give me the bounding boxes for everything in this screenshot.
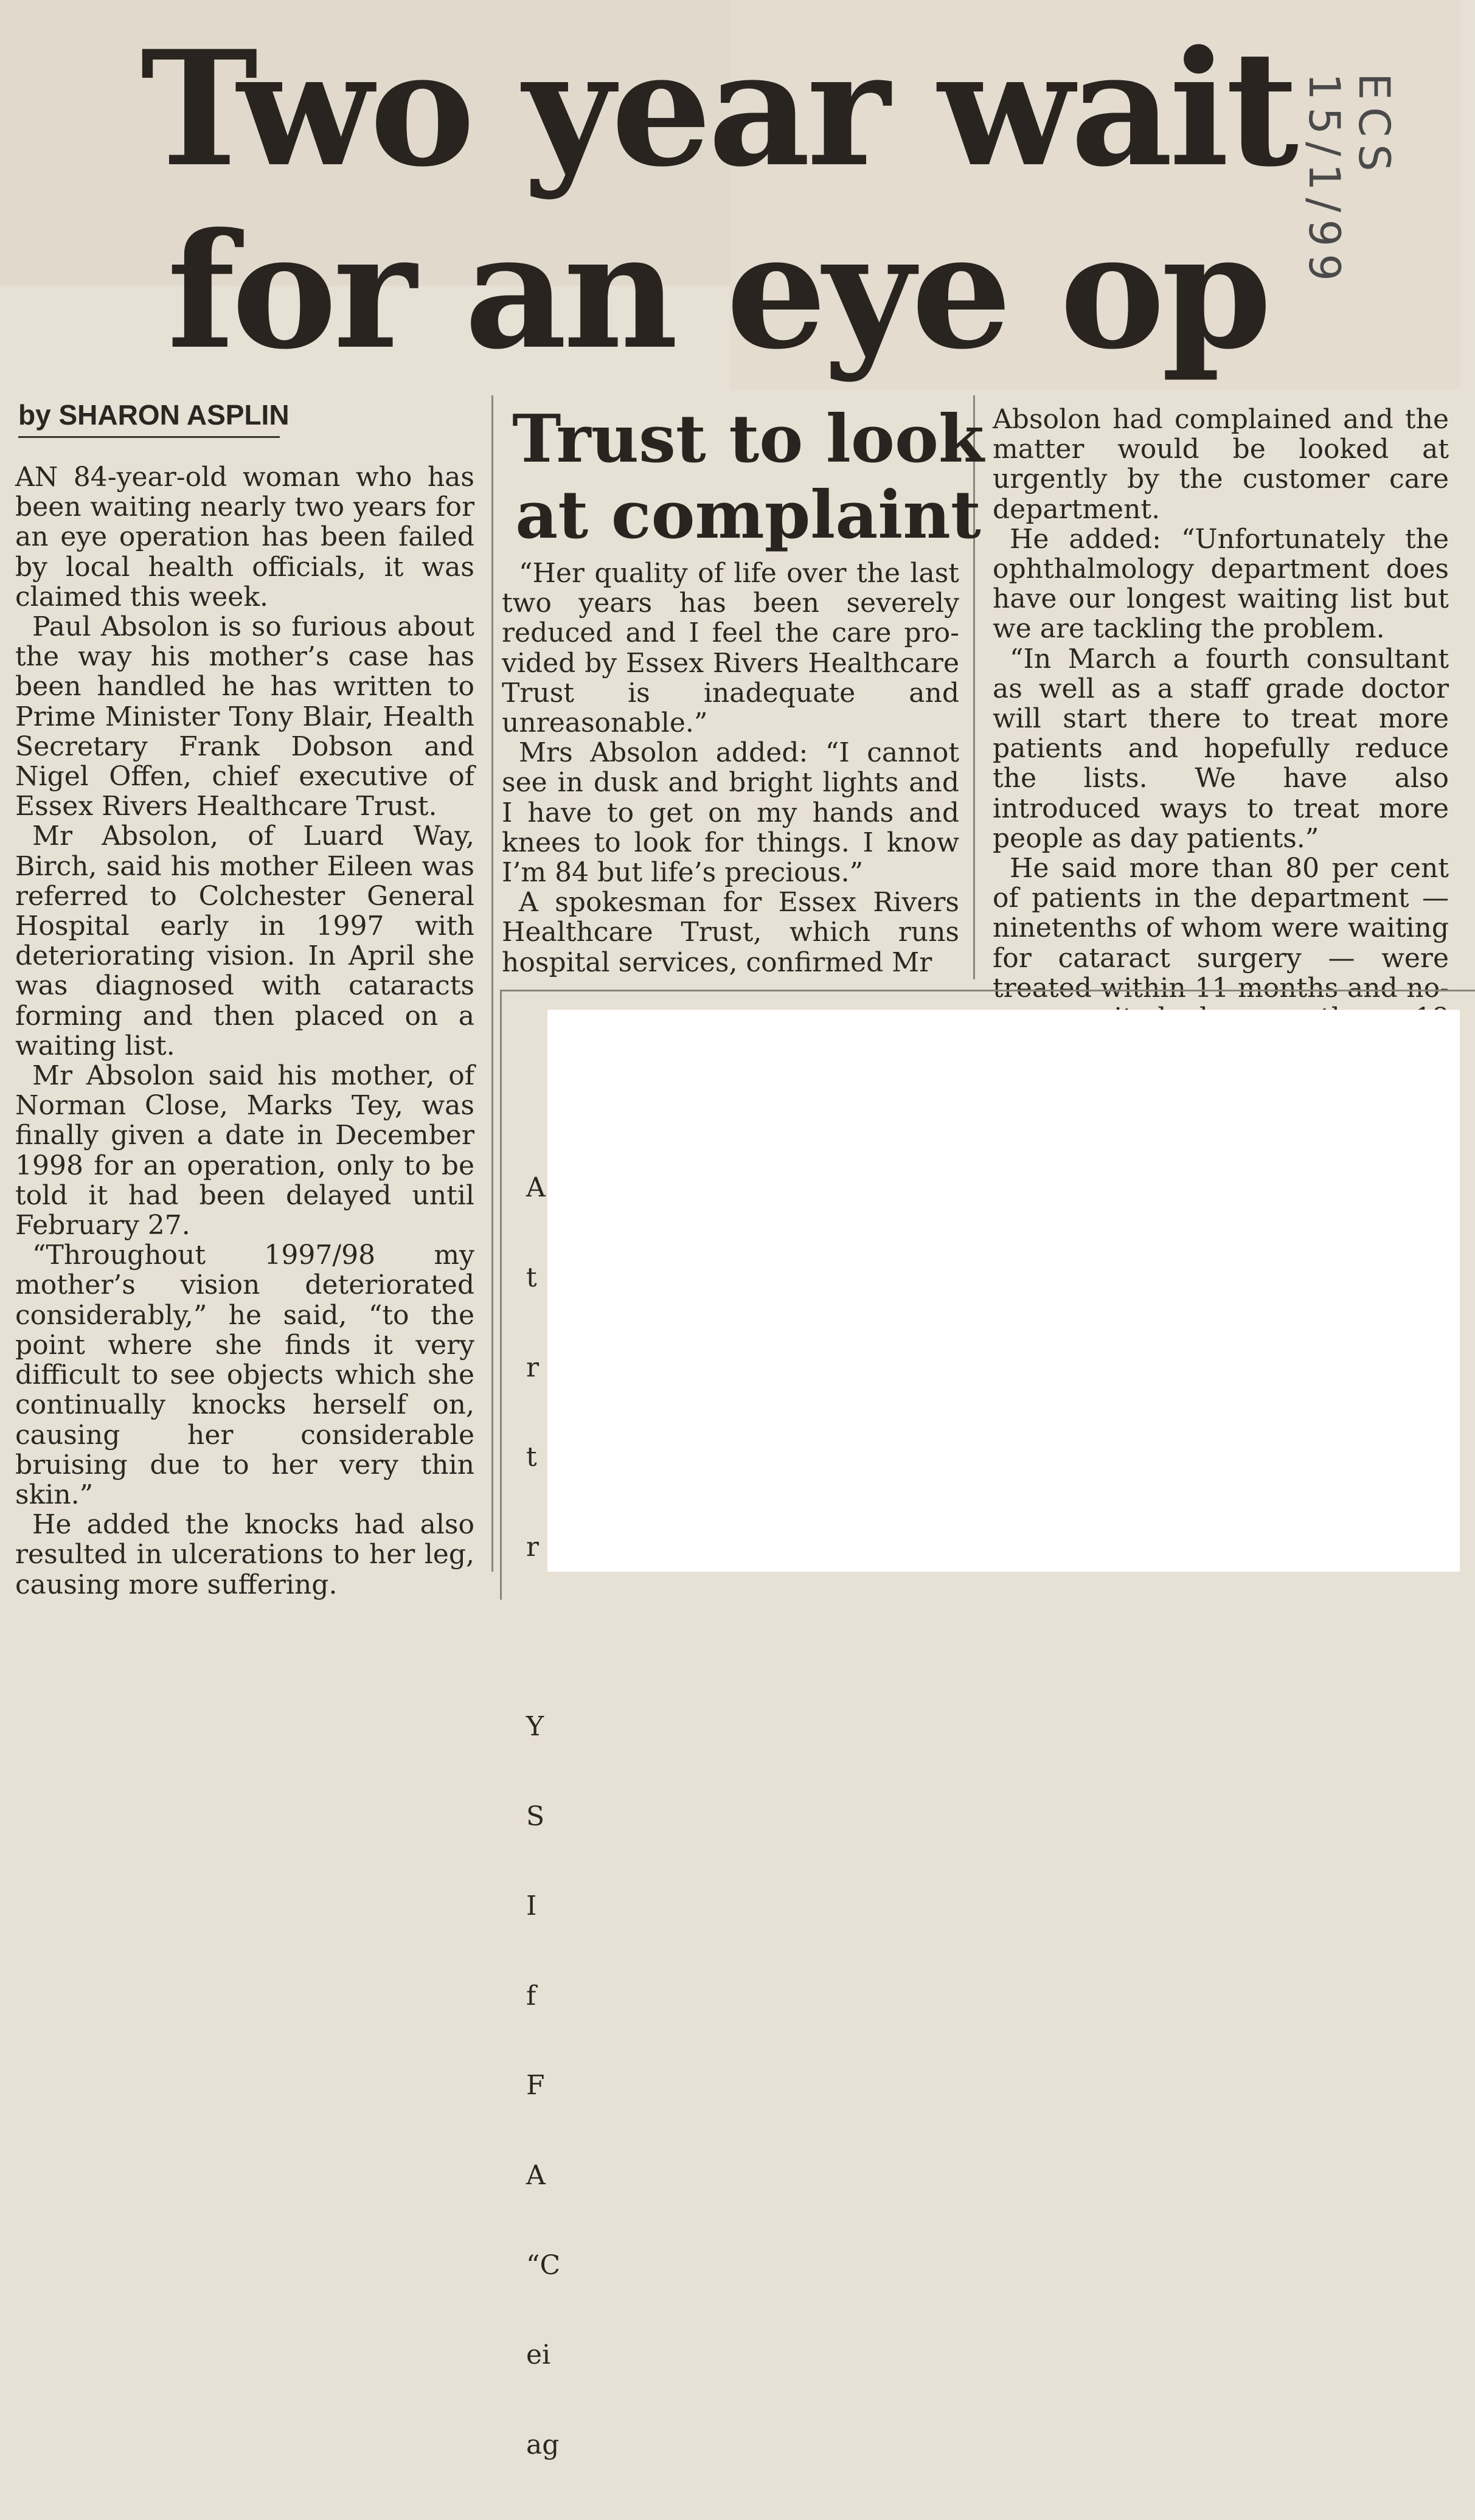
fragment-line: Y bbox=[526, 1710, 544, 1742]
article-column-3 bbox=[993, 404, 1449, 1063]
column-rule bbox=[491, 395, 493, 1572]
fragment-line bbox=[526, 1622, 553, 1651]
fragment-line: t bbox=[526, 1442, 537, 1473]
paragraph: “In March a fourth consultant as well as a staff grade doctor will start there to treat more patients and hopefully reduce the lists. We have also introduced ways to treat more people as day patients.” bbox=[993, 643, 1449, 854]
fragment-line: f bbox=[526, 1980, 536, 2011]
paragraph: “Throughout 1997/98 my mother’s vision deteriorated considerably,” he said, “to the point where she finds it very difficult to see objects which she continually knocks herself on, causing her considerable bruising due to her very thin skin.” bbox=[15, 1240, 474, 1510]
paragraph: He said more than 80 per cent of patients in the department — ninetenths of whom were waiting for cataract surgery — were treated within 11 months and no- bbox=[993, 853, 1449, 1004]
paragraph: “Her quality of life over the last two years has been severely reduced and I feel the care provided by Essex Rivers Healthcare Trust is inadequate and unreasonable.” bbox=[502, 558, 959, 739]
fragment-line: r bbox=[526, 1531, 540, 1563]
paragraph: He added the knocks had also resulted in ulcerations to her leg, causing more suffering. bbox=[15, 1509, 474, 1600]
fragment-line: F bbox=[526, 2070, 545, 2102]
paragraph: AN 84-year-old woman who has been waiting nearly two years for an eye operation has been failed by local health officials, it was claimed this week. bbox=[15, 462, 474, 613]
fragment-line: A bbox=[526, 2159, 546, 2191]
fragment-line: S bbox=[526, 1800, 545, 1832]
paragraph: He added: “Unfortunately the ophthalmology department does have our longest waiting list but we are tackling the problem. bbox=[993, 523, 1449, 645]
handwritten-date-note: ECS 15/1/99 bbox=[1299, 73, 1399, 288]
blank-cut-area bbox=[547, 1010, 1460, 1572]
fragment-line: “C bbox=[526, 2249, 561, 2281]
fragment-line: ag bbox=[526, 2429, 560, 2460]
paragraph: Absolon had complained and the matter would be looked at urgently by the customer care department. bbox=[993, 404, 1449, 525]
paragraph: Mr Absolon said his mother, of Norman Close, Marks Tey, was finally given a date in December 1998 for an operation, only to be told it had been delayed until February 27. bbox=[15, 1060, 474, 1241]
article-column-2 bbox=[502, 558, 959, 977]
headline: Two year wait for an eye op bbox=[140, 16, 1296, 384]
article-column-1 bbox=[15, 462, 474, 1600]
paragraph: Paul Absolon is so furious about the way his mother’s case has been handled he has written to Prime Minister Tony Blair, Health Secretary Frank Dobson and Nigel Offen, chief executive of Essex Rivers Healthcare Trust. bbox=[15, 611, 474, 822]
paragraph: Mrs Absolon added: “I cannot see in dusk and bright lights and I have to get on my hands and knees to look for things. I know I’m 84 but life’s precious.” bbox=[502, 737, 959, 889]
fragment-line: ei bbox=[526, 2339, 551, 2371]
fragment-line: A bbox=[526, 1172, 546, 1204]
paragraph: Mr Absolon, of Luard Way, Birch, said his mother Eileen was referred to Colchester General Hospital early in 1997 with deteriorating vision. In April she was diagnosed with cataracts forming and then placed on a waiting list. bbox=[15, 821, 474, 1061]
byline: by SHARON ASPLIN bbox=[18, 398, 280, 438]
fragment-line: I bbox=[526, 1890, 537, 1922]
fragment-line: r bbox=[526, 1352, 540, 1383]
paragraph: A spokesman for Essex Rivers Healthcare Trust, which runs hospital services, confirmed Mr bbox=[502, 887, 959, 978]
subheadline: Trust to look at complaint bbox=[512, 401, 984, 554]
fragment-line: t bbox=[526, 1262, 537, 1293]
